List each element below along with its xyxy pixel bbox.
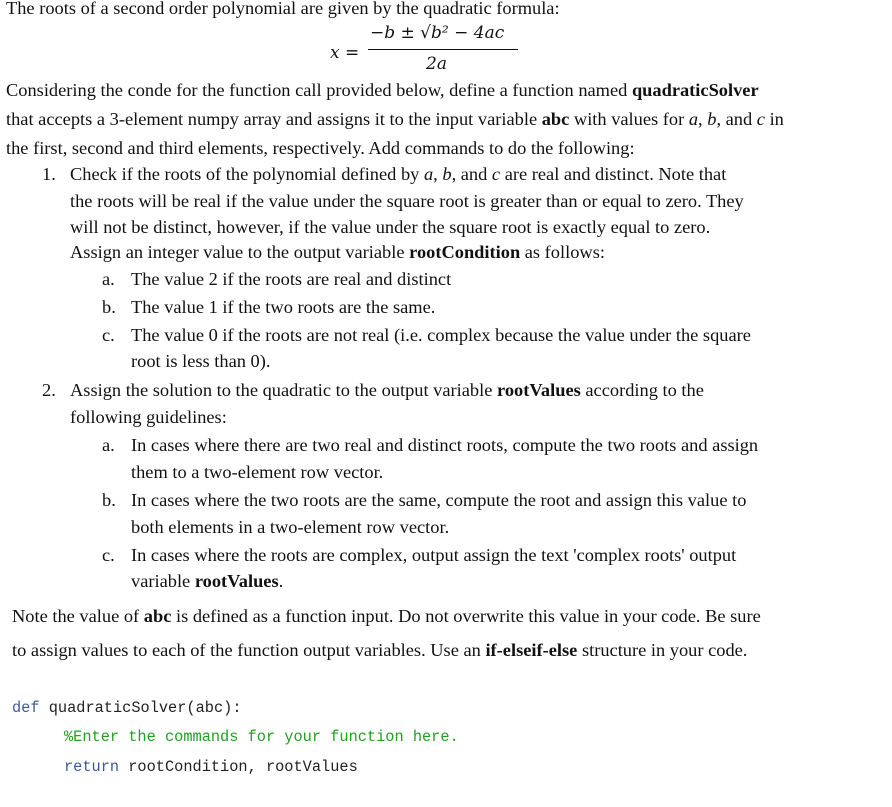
sublist-line: The value 1 if the two roots are the same. <box>131 297 436 317</box>
text-span: , and <box>716 109 757 129</box>
list-marker: 2. <box>42 380 56 400</box>
note-line <box>12 640 747 661</box>
text-span: Assign an integer value to the output variable <box>70 242 410 262</box>
sublist-line: them to a two-element row vector. <box>131 462 384 482</box>
quadratic-formula <box>330 23 530 80</box>
sublist-line: The value 2 if the roots are real and distinct <box>131 269 452 289</box>
formula-numerator: −b ± √b² − 4ac <box>370 23 505 43</box>
math-var: b <box>442 164 452 184</box>
sublist-line: The value 0 if the roots are not real (i.e. complex because the value under the square <box>131 325 751 345</box>
math-var: b <box>707 109 717 129</box>
variable-name: rootValues <box>497 380 581 400</box>
variable-name: rootValues <box>194 571 279 591</box>
code-comment-line: %Enter the commands for your function here. <box>64 728 459 746</box>
sublist-line <box>131 571 283 592</box>
sublist-line: root is less than 0). <box>131 351 271 371</box>
text-span: Considering the conde for the function call provided below, define a function named <box>6 80 632 100</box>
text-span: Check if the roots of the polynomial defined by <box>70 164 424 184</box>
math-var: c <box>756 109 765 129</box>
paragraph-line <box>6 80 759 101</box>
list-line: will not be distinct, however, if the value under the square root is exactly equal to zero. <box>70 217 711 237</box>
sublist-marker: a. <box>102 269 115 289</box>
list-line <box>70 242 605 263</box>
sublist-marker: c. <box>102 325 115 345</box>
sublist-line: both elements in a two-element row vector. <box>131 517 450 537</box>
code-keyword: return <box>64 758 120 776</box>
math-var: a <box>688 109 699 129</box>
list-line <box>70 164 726 185</box>
sublist-line: In cases where the roots are complex, output assign the text 'complex roots' output <box>131 545 737 565</box>
text-span: with values for <box>569 109 689 129</box>
text-span: Assign the solution to the quadratic to the output variable <box>70 380 497 400</box>
sublist-marker: a. <box>102 435 115 455</box>
list-line: the roots will be real if the value under the square root is greater than or equal to zero. They <box>70 191 744 211</box>
code-def-line <box>12 699 242 717</box>
paragraph-line: the first, second and third elements, respectively. Add commands to do the following: <box>6 138 635 158</box>
variable-name: abc <box>143 606 172 626</box>
text-span: variable <box>131 571 195 591</box>
code-return-line <box>64 758 358 776</box>
text-span: is defined as a function input. Do not overwrite this value in your code. Be sure <box>171 606 761 626</box>
text-span: to assign values to each of the function output variables. Use an <box>12 640 486 660</box>
variable-name: abc <box>541 109 570 129</box>
sublist-line: In cases where there are two real and distinct roots, compute the two roots and assign <box>131 435 759 455</box>
text-span: according to the <box>580 380 704 400</box>
list-marker: 1. <box>42 164 56 184</box>
text-span: are real and distinct. Note that <box>500 164 727 184</box>
variable-name: rootCondition <box>409 242 521 262</box>
text-span: Note the value of <box>12 606 144 626</box>
paragraph-line <box>6 109 784 130</box>
text-span: , <box>433 164 443 184</box>
keyword-emphasis: if-elseif-else <box>485 640 578 660</box>
math-var: c <box>491 164 501 184</box>
code-identifier: rootCondition, rootValues <box>119 758 358 776</box>
math-var: a <box>423 164 434 184</box>
text-span: , <box>698 109 708 129</box>
sublist-line: In cases where the two roots are the same, compute the root and assign this value to <box>131 490 747 510</box>
list-line <box>70 380 704 401</box>
sublist-marker: b. <box>102 297 116 317</box>
text-span: in <box>764 109 784 129</box>
code-keyword: def <box>12 699 40 717</box>
list-line: following guidelines: <box>70 407 227 427</box>
sublist-marker: b. <box>102 490 116 510</box>
text-span: . <box>278 571 284 591</box>
sublist-marker: c. <box>102 545 115 565</box>
code-identifier: quadraticSolver(abc): <box>39 699 242 717</box>
note-line <box>12 606 761 627</box>
text-span: as follows: <box>520 242 605 262</box>
formula-denominator: 2a <box>426 54 447 74</box>
text-span: that accepts a 3-element numpy array and assigns it to the input variable <box>6 109 542 129</box>
fraction-bar <box>368 49 518 50</box>
text-span: , and <box>451 164 492 184</box>
text-span: structure in your code. <box>577 640 748 660</box>
intro-text: The roots of a second order polynomial are given by the quadratic formula: <box>6 0 560 18</box>
function-name: quadraticSolver <box>631 80 759 100</box>
formula-lhs: x = <box>330 43 360 63</box>
